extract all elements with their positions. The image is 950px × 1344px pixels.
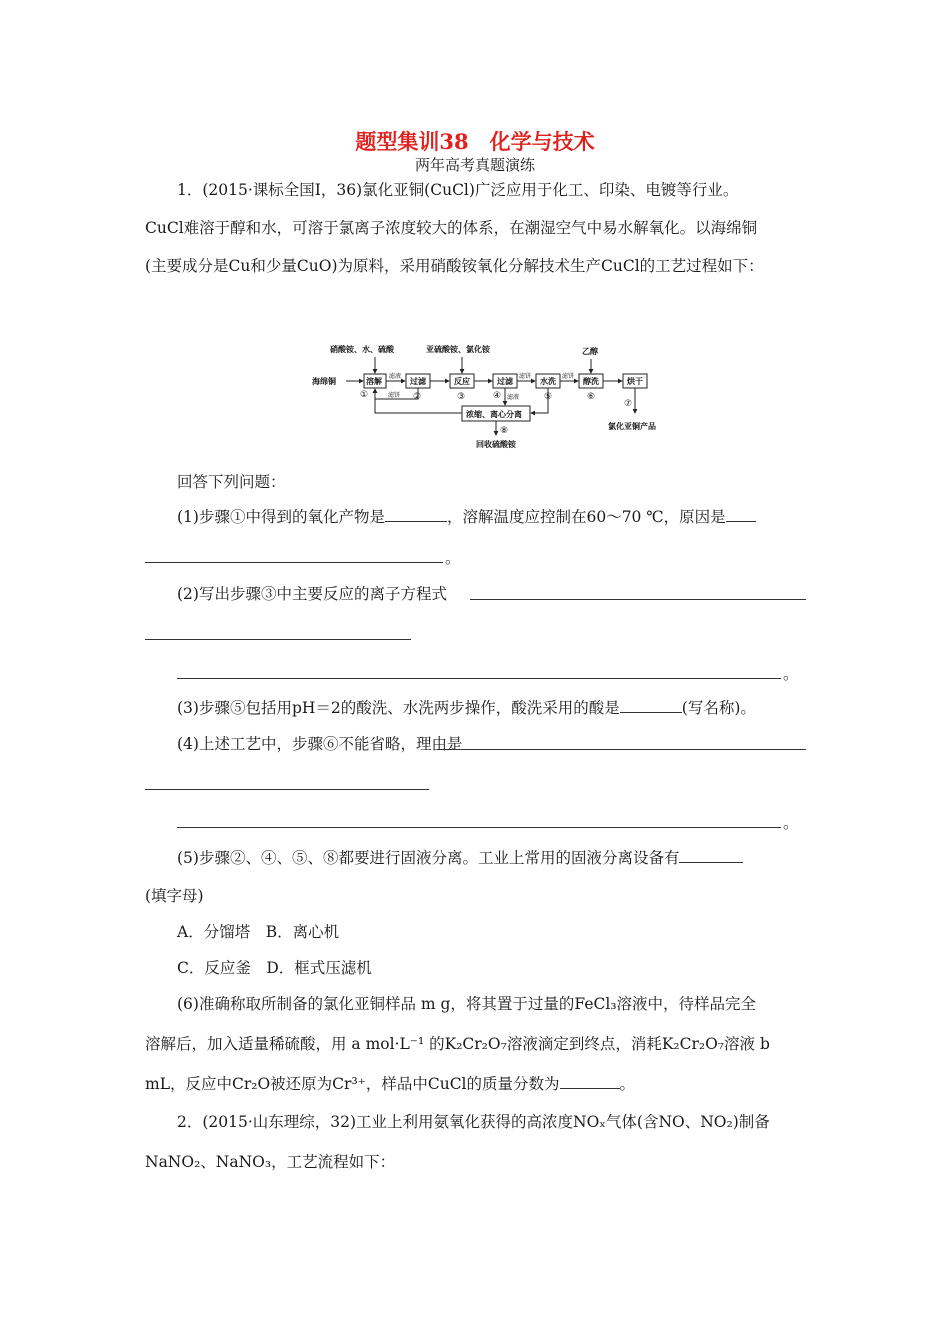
- answer-line[interactable]: [177, 827, 781, 828]
- answer-line[interactable]: [177, 678, 781, 679]
- period: 。: [445, 549, 461, 567]
- step-react: 反应: [454, 377, 470, 386]
- step-alcohol-wash: 醇洗: [583, 377, 599, 386]
- label-filtrate-1: 滤液: [389, 373, 402, 380]
- q2-line1: 2．(2015·山东理综，32)工业上利用氨氧化获得的高浓度NOₓ气体(含NO、NO₂)制备: [177, 1113, 770, 1131]
- q1-line3: (主要成分是Cu和少量CuO)为原料，采用硝酸铵氧化分解技术生产CuCl的工艺过程如下：: [145, 257, 764, 275]
- question-1-6-line3: mL，反应中Cr₂O被还原为Cr³⁺，样品中CuCl的质量分数为 。: [145, 1075, 636, 1093]
- question-1-5-note: (填字母): [145, 887, 204, 905]
- period: 。: [783, 665, 799, 683]
- label-filtrate-2: 滤液: [507, 394, 520, 401]
- step-water-wash: 水洗: [540, 377, 556, 386]
- step-concentrate: 浓缩、离心分离: [466, 410, 522, 419]
- product-label: 氯化亚铜产品: [608, 422, 656, 431]
- section-subtitle: 两年高考真题演练: [414, 156, 535, 174]
- step-number-6: ⑥: [587, 392, 596, 402]
- question-1-3: (3)步骤⑤包括用pH＝2的酸洗、水洗两步操作，酸洗采用的酸是 (写名称)。: [177, 699, 756, 717]
- question-1-6-line1: (6)准确称取所制备的氯化亚铜样品 m g，将其置于过量的FeCl₃溶液中，待样品完全: [177, 995, 757, 1013]
- feed-label: 海绵铜: [312, 377, 336, 386]
- q1-line1: 1．(2015·课标全国Ⅰ，36)氯化亚铜(CuCl)广泛应用于化工、印染、电镀等行业。: [177, 181, 739, 199]
- answer-line[interactable]: [145, 562, 443, 563]
- label-filtercake-2: 滤饼: [519, 373, 532, 380]
- answer-blank[interactable]: [385, 507, 447, 522]
- step-dry: 烘干: [627, 377, 643, 386]
- step-number-2: ②: [413, 392, 422, 402]
- step-number-5: ⑤: [544, 392, 553, 402]
- answer-blank[interactable]: [620, 698, 682, 713]
- step-number-7: ⑦: [624, 399, 633, 409]
- reagent-3: 乙醇: [582, 347, 598, 356]
- answer-blank[interactable]: [679, 848, 743, 863]
- question-1-1: (1)步骤①中得到的氧化产物是 ，溶解温度应控制在60～70 ℃，原因是: [177, 507, 756, 527]
- question-1-2: (2)写出步骤③中主要反应的离子方程式: [177, 585, 447, 603]
- q1-line2: CuCl难溶于醇和水，可溶于氯离子浓度较大的体系，在潮湿空气中易水解氧化。以海绵铜: [145, 219, 758, 237]
- question-1-5: (5)步骤②、④、⑤、⑧都要进行固液分离。工业上常用的固液分离设备有: [177, 848, 743, 868]
- answer-line[interactable]: [145, 639, 411, 640]
- answer-line[interactable]: [470, 599, 806, 600]
- label-filtercake-3: 滤饼: [562, 373, 575, 380]
- step-number-4: ④: [493, 391, 502, 401]
- answer-intro: 回答下列问题：: [177, 473, 286, 491]
- answer-line[interactable]: [437, 749, 806, 750]
- label-filtercake-1: 滤饼: [388, 392, 401, 399]
- question-1-6-line2: 溶解后，加入适量稀硫酸，用 a mol·L⁻¹ 的K₂Cr₂O₇溶液滴定到终点，消耗K₂Cr₂O₇溶液 b: [145, 1035, 770, 1053]
- page-title: 题型集训38 化学与技术: [355, 129, 595, 154]
- reagent-2: 亚硫酸铵、氯化铵: [426, 345, 490, 354]
- step-filter-1: 过滤: [410, 377, 426, 386]
- options-a-b: A．分馏塔 B．离心机: [177, 923, 340, 941]
- reagent-1: 硝酸铵、水、硫酸: [330, 345, 394, 354]
- question-1-4: (4)上述工艺中，步骤⑥不能省略，理由是: [177, 735, 463, 753]
- q2-line2: NaNO₂、NaNO₃，工艺流程如下：: [145, 1153, 396, 1171]
- step-filter-2: 过滤: [497, 377, 513, 386]
- answer-line[interactable]: [145, 789, 429, 790]
- process-flow-diagram: [310, 343, 690, 455]
- byproduct-label: 回收硫酸铵: [476, 440, 516, 449]
- step-number-3: ③: [457, 392, 466, 402]
- step-number-8: ⑧: [500, 426, 509, 436]
- step-number-1: ①: [360, 390, 369, 400]
- answer-blank[interactable]: [560, 1074, 620, 1089]
- answer-blank[interactable]: [726, 507, 756, 522]
- period: 。: [783, 814, 799, 832]
- options-c-d: C．反应釜 D．框式压滤机: [177, 959, 372, 977]
- step-dissolve: 溶解: [366, 377, 382, 386]
